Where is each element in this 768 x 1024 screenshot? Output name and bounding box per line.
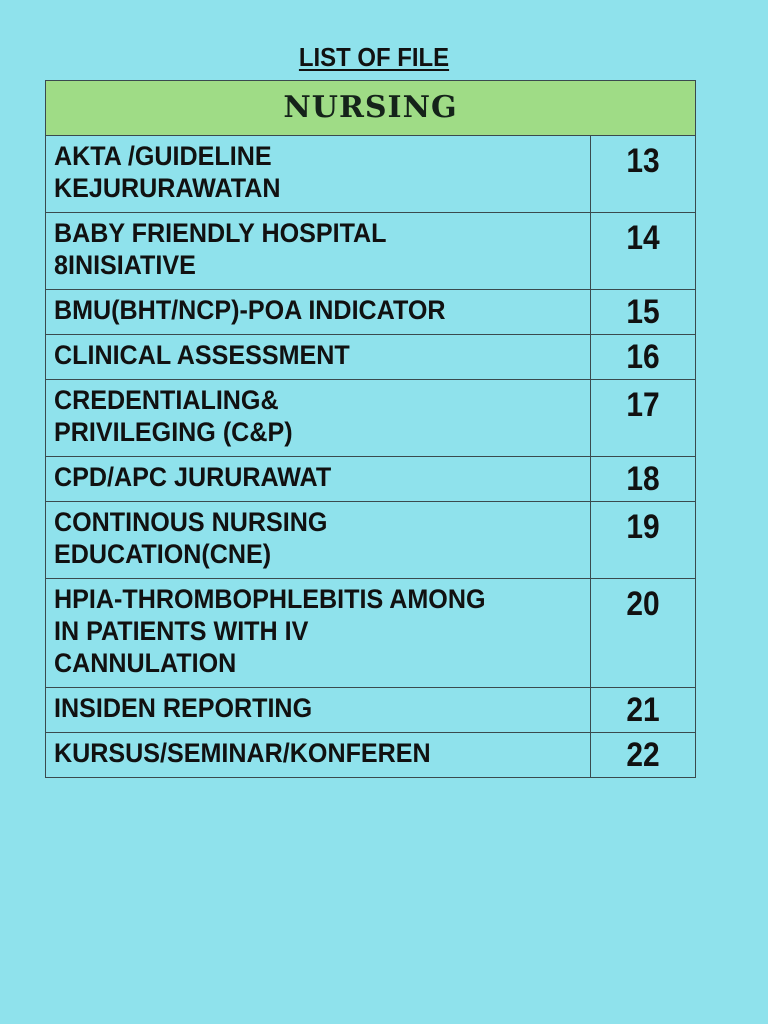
table-row xyxy=(46,502,696,579)
file-name-cell xyxy=(46,213,591,290)
file-name: INSIDEN REPORTING xyxy=(54,693,313,723)
file-number: 16 xyxy=(626,338,660,376)
file-number: 13 xyxy=(626,142,660,180)
table-row xyxy=(46,290,696,335)
file-number-cell xyxy=(591,380,696,457)
file-name-cell xyxy=(46,733,591,778)
file-number-cell xyxy=(591,502,696,579)
file-number: 18 xyxy=(626,460,660,498)
file-number: 17 xyxy=(626,386,660,424)
file-name-cell xyxy=(46,688,591,733)
file-name: CPD/APC JURURAWAT xyxy=(54,462,332,492)
file-number-cell xyxy=(591,213,696,290)
table-row xyxy=(46,457,696,502)
file-name-cell xyxy=(46,136,591,213)
table-row xyxy=(46,335,696,380)
file-number: 14 xyxy=(626,219,660,257)
file-number: 22 xyxy=(626,736,660,774)
file-number: 19 xyxy=(626,508,660,546)
table-row xyxy=(46,380,696,457)
file-name: CLINICAL ASSESSMENT xyxy=(54,340,350,370)
file-number-cell xyxy=(591,136,696,213)
table-row xyxy=(46,213,696,290)
file-number-cell xyxy=(591,733,696,778)
file-name-cell xyxy=(46,502,591,579)
file-number: 15 xyxy=(626,293,660,331)
table-row xyxy=(46,579,696,688)
file-name: KURSUS/SEMINAR/KONFEREN xyxy=(54,738,431,768)
file-number-cell xyxy=(591,688,696,733)
file-name: BABY FRIENDLY HOSPITAL 8INISIATIVE xyxy=(54,218,387,280)
file-number-cell xyxy=(591,335,696,380)
file-name-cell xyxy=(46,290,591,335)
file-name: CONTINOUS NURSING EDUCATION(CNE) xyxy=(54,507,328,569)
file-number: 20 xyxy=(626,585,660,623)
file-name-cell xyxy=(46,335,591,380)
file-name-cell xyxy=(46,380,591,457)
file-number-cell xyxy=(591,290,696,335)
file-name: AKTA /GUIDELINE KEJURURAWATAN xyxy=(54,141,281,203)
section-header xyxy=(46,81,696,136)
section-header-row xyxy=(46,81,696,136)
file-list-table xyxy=(45,80,696,778)
file-name: HPIA-THROMBOPHLEBITIS AMONG IN PATIENTS WITH IV CANNULATION xyxy=(54,584,486,678)
page-title: LIST OF FILE xyxy=(298,42,450,72)
table-row xyxy=(46,733,696,778)
table-row xyxy=(46,688,696,733)
section-title: NURSING xyxy=(283,90,458,125)
file-number: 21 xyxy=(626,691,660,729)
file-name-cell xyxy=(46,457,591,502)
file-number-cell xyxy=(591,579,696,688)
file-number-cell xyxy=(591,457,696,502)
file-name: BMU(BHT/NCP)-POA INDICATOR xyxy=(54,295,446,325)
file-name: CREDENTIALING& PRIVILEGING (C&P) xyxy=(54,385,293,447)
file-name-cell xyxy=(46,579,591,688)
table-row xyxy=(46,136,696,213)
